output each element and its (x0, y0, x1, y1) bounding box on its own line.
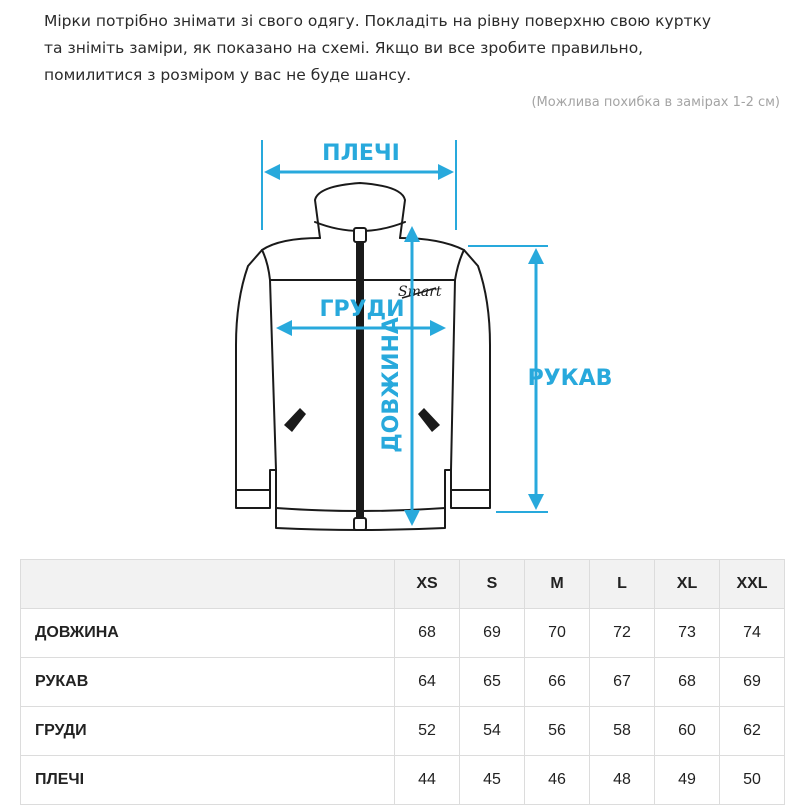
left-pocket (284, 408, 306, 432)
size-header: XS (395, 560, 460, 609)
table-cell: 54 (460, 707, 525, 756)
table-cell: 58 (590, 707, 655, 756)
shoulders-label: ПЛЕЧІ (322, 141, 400, 166)
brand-logo (398, 284, 442, 300)
row-label: ДОВЖИНА (21, 609, 395, 658)
table-cell: 69 (460, 609, 525, 658)
table-row (21, 658, 785, 707)
table-cell: 68 (655, 658, 720, 707)
table-cell: 64 (395, 658, 460, 707)
header-corner (21, 560, 395, 609)
right-pocket (418, 408, 440, 432)
table-cell: 45 (460, 756, 525, 805)
size-chart-table (20, 559, 785, 805)
length-label: ДОВЖИНА (379, 317, 404, 453)
table-cell: 56 (525, 707, 590, 756)
table-cell: 44 (395, 756, 460, 805)
table-cell: 52 (395, 707, 460, 756)
intro-line-1: Мірки потрібно знімати зі свого одягу. Покладіть на рівну поверхню свою куртку (44, 12, 712, 30)
table-row (21, 609, 785, 658)
table-cell: 46 (525, 756, 590, 805)
table-cell: 48 (590, 756, 655, 805)
sleeve-label: РУКАВ (527, 366, 613, 391)
table-cell: 72 (590, 609, 655, 658)
table-cell: 49 (655, 756, 720, 805)
intro-line-3: помилитися з розміром у вас не буде шансу. (44, 66, 412, 84)
table-row (21, 707, 785, 756)
table-cell: 66 (525, 658, 590, 707)
zipper (354, 228, 366, 530)
table-cell: 60 (655, 707, 720, 756)
svg-text:Smart: Smart (398, 284, 442, 300)
row-label: ПЛЕЧІ (21, 756, 395, 805)
table-cell: 69 (720, 658, 785, 707)
size-header: XL (655, 560, 720, 609)
size-header: L (590, 560, 655, 609)
table-cell: 62 (720, 707, 785, 756)
measurement-error-note: (Можлива похибка в замірах 1-2 см) (531, 95, 780, 110)
size-header: M (525, 560, 590, 609)
table-cell: 74 (720, 609, 785, 658)
table-cell: 67 (590, 658, 655, 707)
chest-label: ГРУДИ (319, 297, 405, 322)
size-header: S (460, 560, 525, 609)
table-cell: 68 (395, 609, 460, 658)
size-header: XXL (720, 560, 785, 609)
table-header-row (21, 560, 785, 609)
intro-line-2: та зніміть заміри, як показано на схемі. Якщо ви все зробите правильно, (44, 39, 644, 57)
table-cell: 70 (525, 609, 590, 658)
jacket-measurement-diagram (0, 120, 792, 540)
row-label: ГРУДИ (21, 707, 395, 756)
table-row (21, 756, 785, 805)
row-label: РУКАВ (21, 658, 395, 707)
table-cell: 73 (655, 609, 720, 658)
length-measure (404, 226, 420, 526)
table-cell: 50 (720, 756, 785, 805)
table-cell: 65 (460, 658, 525, 707)
intro-text (44, 8, 784, 89)
